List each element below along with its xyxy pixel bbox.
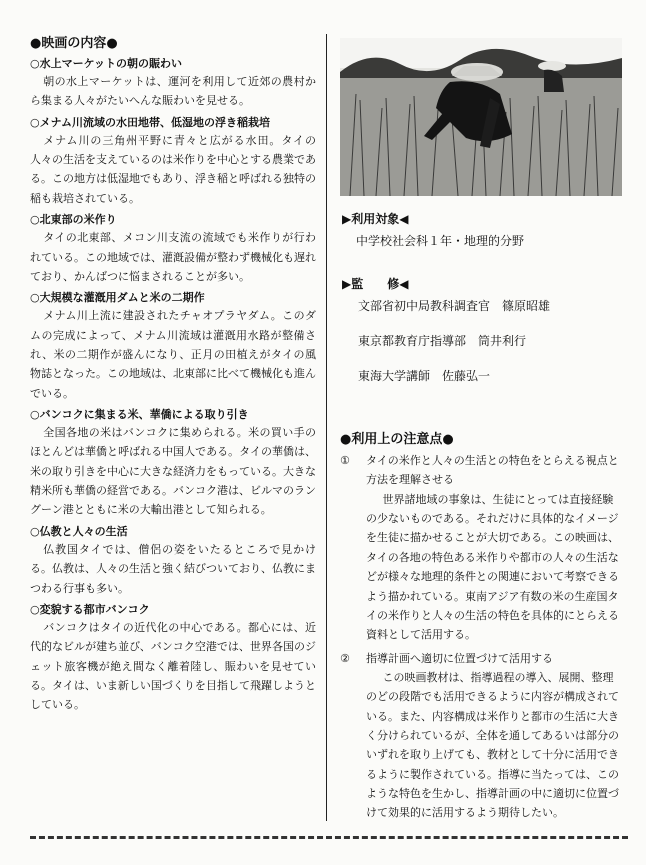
section-body: 仏教国タイでは、僧侶の姿をいたるところで見かける。仏教は、人々の生活と強く結びついており、仏教にまつわる行事も多い。 xyxy=(30,542,316,595)
section-title: ○メナム川流域の水田地帯、低湿地の浮き稲栽培 xyxy=(30,115,271,129)
supervisor-1: 文部省初中局教科調査官 篠原昭雄 xyxy=(358,299,551,313)
section-title: ○仏教と人々の生活 xyxy=(30,524,128,538)
film-contents-sections xyxy=(30,55,316,715)
usage-notes xyxy=(340,451,622,823)
note-body-text: 世界諸地域の事象は、生徒にとっては直接経験の少ないものである。それだけに具体的なイメージを生徒に描かせることが大切である。この映画は、タイの各地の特色ある米作りや都市の人々の生活などが様々な地理的条件との関連において考察できるよう描かれている。東南アジア有数の米の生産国タイの米作りと人々の生活の特色を具体的にとらえる資料として活用する。 xyxy=(366,492,619,642)
target-audience-label: ▶利用対象◀ xyxy=(342,212,409,226)
note-body xyxy=(366,668,622,823)
supervisor-2: 東京都教育庁指導部 筒井利行 xyxy=(358,334,527,348)
section-title: ○北東部の米作り xyxy=(30,213,117,227)
film-contents-column xyxy=(30,32,316,716)
bottom-dashed-rule xyxy=(30,836,628,839)
section-body: メナム川の三角州平野に青々と広がる水田。タイの人々の生活を支えているのは米作りを中心とする農業である。この地方は低湿地でもあり、浮き稲と呼ばれる独特の稲も栽培されている。 xyxy=(30,133,316,205)
section-body: 朝の水上マーケットは、運河を利用して近郊の農村から集まる人々がたいへんな賑わいを見せる。 xyxy=(30,75,316,108)
note-header xyxy=(340,649,622,668)
section-title: ○変貌する都市バンコク xyxy=(30,602,150,616)
section-body: バンコクはタイの近代化の中心である。都心には、近代的なビルが建ち並び、バンコク空港では、世界各国のジェット旅客機が絶え間なく離着陸し、賑わいを見せている。タイは、いま新しい国づくりを目指して飛躍しようとしている。 xyxy=(30,620,316,712)
target-audience-text: 中学校社会科１年・地理的分野 xyxy=(356,234,525,248)
note-title: タイの米作と人々の生活との特色をとらえる視点と方法を理解させる xyxy=(366,454,619,487)
supervision-label: ▶監 修◀ xyxy=(342,277,409,291)
note-body-text: この映画教材は、指導過程の導入、展開、整理のどの段階でも活用できるように内容が構成されている。また、内容構成は米作りと都市の生活に大きく分けられているが、全体を通してあるいは部分のいずれを取り上げても、教材として十分に活用できるように製作されている。指導に当たっては、このような特色を生かし、指導計画の中に適切に位置づけて効果的に活用するよう期待したい。 xyxy=(366,670,619,820)
section-title: ○バンコクに集まる米、華僑による取り引き xyxy=(30,408,249,422)
note-header xyxy=(340,451,622,490)
note-title: 指導計画へ適切に位置づけて活用する xyxy=(366,651,553,665)
note-body xyxy=(366,490,622,645)
section-body: タイの北東部、メコン川支流の流域でも米作りが行われている。この地域では、灌漑設備が整わず機械化も遅れており、かんばつに悩まされることが多い。 xyxy=(30,231,316,283)
section-body: 全国各地の米はバンコクに集められる。米の買い手のほとんどは華僑と呼ばれる中国人である。タイの華僑は、米の取り引きを中心に大きな経済力をもっている。大きな精米所も華僑の経営である。バンコク港は、ビルマのラングーン港とともに米の大輸出港として知られる。 xyxy=(30,426,316,517)
film-contents-heading: ●映画の内容● xyxy=(30,36,118,51)
info-column xyxy=(340,38,622,827)
usage-notes-heading: ●利用上の注意点● xyxy=(340,432,454,447)
rice-field-photo xyxy=(340,38,622,196)
section-title: ○大規模な灌漑用ダムと米の二期作 xyxy=(30,291,205,305)
note-number: ① xyxy=(340,454,350,467)
supervisor-3: 東海大学講師 佐藤弘一 xyxy=(358,369,491,383)
column-divider xyxy=(326,34,327,821)
section-body: メナム川上流に建設されたチャオプラヤダム。このダムの完成によって、メナム川流域は灌漑用水路が整備され、米の二期作が盛んになり、正月の田植えがタイの風物誌となった。この地域は、北東部に比べて機械化も進んでいる。 xyxy=(30,309,316,400)
note-number: ② xyxy=(340,651,350,665)
section-title: ○水上マーケットの朝の賑わい xyxy=(30,57,183,70)
